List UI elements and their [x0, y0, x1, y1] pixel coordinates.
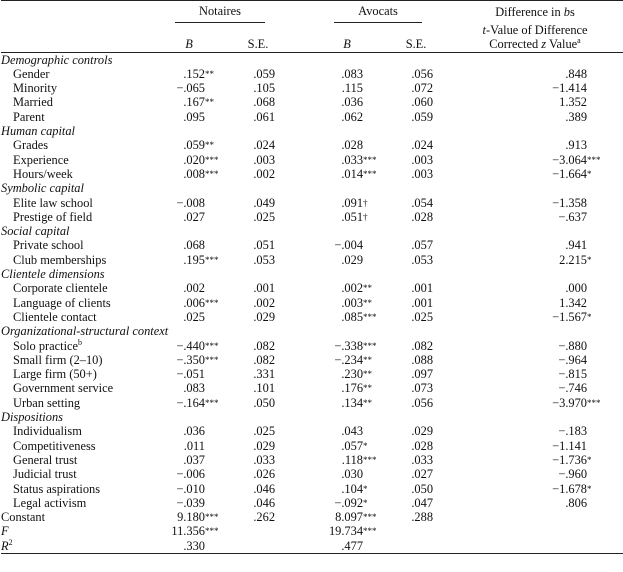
difference-cell: −1.358 — [552, 195, 588, 210]
notaires-b-cell: .011 — [183, 438, 205, 453]
notaires-se-cell: .001 — [253, 281, 276, 296]
avocats-se-cell: .097 — [411, 367, 434, 382]
variable-row — [1, 467, 623, 481]
avocats-b-cell: .051† — [309, 210, 385, 224]
difference-cell — [447, 539, 623, 554]
variable-label: Status aspirations — [13, 481, 101, 496]
variable-row — [1, 310, 623, 324]
significance-marker: *** — [205, 254, 219, 265]
avocats-b-cell: .002** — [309, 281, 385, 295]
notaires-se-cell: .002 — [253, 166, 276, 181]
difference-cell: −.960 — [558, 467, 588, 482]
variable-row — [1, 153, 623, 167]
significance-marker: ** — [363, 297, 373, 308]
notaires-se-cell: .082 — [253, 352, 276, 367]
variable-row — [1, 210, 623, 224]
table-body — [1, 52, 623, 553]
significance-marker: *** — [363, 526, 377, 537]
significance-marker: *** — [363, 168, 377, 179]
significance-marker: ** — [363, 283, 373, 294]
notaires-b-cell: .195*** — [151, 253, 227, 267]
notaires-se-cell: .061 — [253, 109, 276, 124]
avocats-se-cell: .003 — [411, 152, 434, 167]
variable-label: Small firm (2–10) — [13, 352, 103, 367]
notaires-b-cell: −.008 — [176, 195, 205, 210]
notaires-b-cell: .152** — [151, 67, 227, 81]
significance-marker: ** — [363, 369, 373, 380]
variable-label: $R^2$ — [1, 539, 151, 554]
avocats-se-cell: .056 — [411, 66, 434, 81]
notaires-se-cell: .025 — [253, 424, 276, 439]
notaires-se-cell: .024 — [253, 138, 276, 153]
notaires-se-cell — [227, 539, 289, 554]
notaires-b-cell: .008*** — [151, 167, 227, 181]
avocats-se-cell: .288 — [411, 510, 434, 525]
statistic-row — [1, 524, 623, 538]
section-heading: Organizational-structural context — [1, 324, 169, 339]
notaires-b-cell: −.039 — [176, 495, 205, 510]
notaires-b-cell: −.164*** — [151, 396, 227, 410]
notaires-b-cell: −.010 — [176, 481, 205, 496]
notaires-se-cell: .059 — [253, 66, 276, 81]
difference-header-line1: Difference in bs — [447, 1, 623, 24]
difference-cell: .806 — [565, 495, 588, 510]
avocats-se-cell: .072 — [411, 81, 434, 96]
notaires-se-cell: .050 — [253, 395, 276, 410]
section-heading: Human capital — [1, 124, 75, 139]
variable-row — [1, 367, 623, 381]
avocats-b-cell: .033*** — [309, 153, 385, 167]
notaires-se-cell: .082 — [253, 338, 276, 353]
notaires-b-cell: .059** — [151, 138, 227, 152]
notaires-b-cell: −.051 — [176, 367, 205, 382]
variable-row — [1, 138, 623, 152]
difference-cell: −.183 — [558, 424, 588, 439]
difference-cell: −.746 — [558, 381, 588, 396]
header-row-groups — [1, 1, 623, 24]
avocats-se-cell: .028 — [411, 438, 434, 453]
variable-label: F — [1, 524, 9, 539]
section-heading: Demographic controls — [1, 52, 113, 67]
variable-label: Corporate clientele — [13, 281, 108, 296]
avocats-b-cell: −.234** — [309, 353, 385, 367]
variable-label: Clientele contact — [13, 309, 97, 324]
notaires-b-cell: −.350*** — [151, 353, 227, 367]
avocats-se-cell: .050 — [411, 481, 434, 496]
difference-cell: −1.678* — [447, 482, 623, 496]
header-blank — [1, 1, 151, 24]
notaires-b-cell: .095 — [183, 109, 205, 124]
notaires-b-cell: .083 — [183, 381, 205, 396]
difference-cell: −3.970*** — [447, 396, 623, 410]
col-header-avocats-se: S.E. — [385, 37, 447, 52]
section-heading-row — [1, 124, 623, 138]
notaires-se-cell: .068 — [253, 95, 276, 110]
significance-marker: ** — [205, 140, 214, 151]
difference-cell: −.964 — [558, 352, 588, 367]
col-header-notaires-b: B — [151, 37, 227, 52]
notaires-b-cell: .002 — [183, 281, 205, 296]
avocats-se-cell: .047 — [411, 495, 434, 510]
notaires-b-cell: .020*** — [151, 153, 227, 167]
difference-cell: .389 — [565, 109, 588, 124]
avocats-se-cell: .088 — [411, 352, 434, 367]
avocats-b-cell: .118*** — [309, 453, 385, 467]
notaires-b-cell: .037 — [183, 452, 205, 467]
section-heading-row — [1, 324, 623, 338]
variable-label: Judicial trust — [13, 467, 77, 482]
variable-label: Constant — [1, 510, 46, 525]
difference-cell: .848 — [565, 66, 588, 81]
variable-label: Language of clients — [13, 295, 111, 310]
variable-row — [1, 81, 623, 95]
avocats-b-cell: .062 — [341, 109, 364, 124]
variable-label: Gender — [13, 66, 50, 81]
avocats-b-cell: .036 — [341, 95, 364, 110]
difference-cell: −3.064*** — [447, 153, 623, 167]
variable-row — [1, 453, 623, 467]
difference-cell: −1.414 — [552, 81, 588, 96]
significance-marker: *** — [587, 397, 601, 408]
variable-row — [1, 424, 623, 438]
significance-marker: ** — [205, 97, 214, 108]
avocats-b-cell: .477 — [309, 539, 385, 554]
significance-marker: ** — [363, 397, 373, 408]
difference-cell: .000 — [565, 281, 588, 296]
significance-marker: *** — [205, 354, 219, 365]
avocats-se-cell: .082 — [411, 338, 434, 353]
significance-marker: *** — [205, 397, 219, 408]
avocats-b-cell: −.004 — [334, 238, 364, 253]
avocats-b-cell: .134** — [309, 396, 385, 410]
avocats-b-cell: −.338*** — [309, 339, 385, 353]
notaires-b-cell: .006*** — [151, 296, 227, 310]
significance-marker: * — [587, 311, 592, 322]
variable-row — [1, 296, 623, 310]
significance-marker: * — [587, 254, 592, 265]
significance-marker: † — [363, 211, 368, 222]
variable-row — [1, 67, 623, 81]
section-heading: Symbolic capital — [1, 181, 84, 196]
section-heading: Social capital — [1, 224, 70, 239]
significance-marker: *** — [363, 454, 377, 465]
avocats-se-cell: .054 — [411, 195, 434, 210]
notaires-se-cell: .049 — [253, 195, 276, 210]
variable-label: Elite law school — [13, 195, 93, 210]
difference-cell: −1.664* — [447, 167, 623, 181]
notaires-b-cell: .068 — [183, 238, 205, 253]
avocats-se-cell: .024 — [411, 138, 434, 153]
variable-label: Parent — [13, 109, 45, 124]
avocats-se-cell: .027 — [411, 467, 434, 482]
notaires-se-cell: .101 — [253, 381, 276, 396]
notaires-b-cell: 9.180*** — [151, 510, 227, 524]
regression-table — [1, 0, 623, 554]
avocats-se-cell: .025 — [411, 309, 434, 324]
avocats-b-cell: .176** — [309, 381, 385, 395]
difference-cell: .913 — [565, 138, 588, 153]
avocats-se-cell: .029 — [411, 424, 434, 439]
header-row-subcols — [1, 37, 623, 52]
avocats-se-cell: .001 — [411, 281, 434, 296]
difference-cell: −.637 — [558, 209, 588, 224]
notaires-b-cell: .330 — [151, 539, 227, 554]
section-heading-row — [1, 181, 623, 195]
significance-marker: *** — [205, 512, 219, 523]
difference-header-line2: t-Value of Difference — [482, 23, 588, 38]
notaires-se-cell: .003 — [253, 152, 276, 167]
variable-label: Experience — [13, 152, 69, 167]
difference-cell: −1.736* — [447, 453, 623, 467]
variable-label: Large firm (50+) — [13, 367, 97, 382]
variable-label: Individualism — [13, 424, 82, 439]
notaires-b-cell: 11.356*** — [151, 524, 227, 538]
notaires-se-cell: .029 — [253, 438, 276, 453]
notaires-b-cell: .027 — [183, 209, 205, 224]
difference-cell: 1.352 — [559, 95, 588, 110]
variable-row — [1, 196, 623, 210]
notaires-b-cell: −.440*** — [151, 339, 227, 353]
significance-marker: * — [363, 483, 368, 494]
avocats-se-cell — [385, 539, 447, 554]
significance-marker: * — [363, 440, 368, 451]
significance-marker: * — [587, 454, 592, 465]
difference-cell: .941 — [565, 238, 588, 253]
avocats-se-cell: .057 — [411, 238, 434, 253]
difference-cell: −.880 — [558, 338, 588, 353]
significance-marker: *** — [363, 512, 377, 523]
avocats-b-cell: .091† — [309, 196, 385, 210]
difference-cell: −1.567* — [447, 310, 623, 324]
significance-marker: * — [363, 497, 368, 508]
significance-marker: *** — [587, 154, 601, 165]
significance-marker: ** — [363, 383, 373, 394]
significance-marker: * — [587, 483, 592, 494]
avocats-se-cell: .073 — [411, 381, 434, 396]
avocats-se-cell: .056 — [411, 395, 434, 410]
avocats-b-cell: −.092* — [309, 496, 385, 510]
section-heading-row — [1, 410, 623, 424]
notaires-se-cell: .002 — [253, 295, 276, 310]
avocats-b-cell: .057* — [309, 439, 385, 453]
avocats-b-cell: .085*** — [309, 310, 385, 324]
avocats-se-cell: .059 — [411, 109, 434, 124]
avocats-se-cell — [385, 524, 447, 538]
avocats-b-cell: .014*** — [309, 167, 385, 181]
variable-row — [1, 339, 623, 353]
notaires-se-cell: .029 — [253, 309, 276, 324]
group-header-notaires: Notaires — [151, 1, 289, 24]
notaires-b-cell: .036 — [183, 424, 205, 439]
difference-cell: −1.141 — [552, 438, 588, 453]
notaires-se-cell: .026 — [253, 467, 276, 482]
avocats-se-cell: .053 — [411, 252, 434, 267]
variable-label: Government service — [13, 381, 114, 396]
section-heading: Clientele dimensions — [1, 267, 105, 282]
notaires-b-cell: −.006 — [176, 467, 205, 482]
variable-label: Solo practice$^b$ — [13, 337, 83, 353]
difference-cell: −.815 — [558, 367, 588, 382]
significance-marker: *** — [205, 297, 219, 308]
notaires-b-cell: −.065 — [176, 81, 205, 96]
avocats-se-cell: .001 — [411, 295, 434, 310]
variable-row — [1, 381, 623, 395]
difference-cell: 1.342 — [559, 295, 588, 310]
avocats-b-cell: .030 — [341, 467, 364, 482]
variable-label: Minority — [13, 81, 58, 96]
significance-marker: ** — [205, 68, 214, 79]
variable-row — [1, 439, 623, 453]
variable-label: Club memberships — [13, 252, 107, 267]
notaires-se-cell: .025 — [253, 209, 276, 224]
avocats-b-cell: .115 — [341, 81, 364, 96]
notaires-b-cell: .025 — [183, 309, 205, 324]
section-heading-row — [1, 52, 623, 67]
notaires-b-cell: .167** — [151, 95, 227, 109]
significance-marker: *** — [363, 154, 377, 165]
statistic-row — [1, 510, 623, 524]
variable-row — [1, 253, 623, 267]
significance-marker: † — [363, 197, 368, 208]
variable-label: Legal activism — [13, 495, 87, 510]
variable-label: General trust — [13, 452, 78, 467]
avocats-b-cell: .043 — [341, 424, 364, 439]
avocats-se-cell: .060 — [411, 95, 434, 110]
notaires-se-cell: .046 — [253, 495, 276, 510]
notaires-se-cell: .105 — [253, 81, 276, 96]
avocats-se-cell: .028 — [411, 209, 434, 224]
avocats-b-cell: .230** — [309, 367, 385, 381]
statistic-row — [1, 539, 623, 554]
avocats-se-cell: .003 — [411, 166, 434, 181]
variable-row — [1, 238, 623, 252]
avocats-b-cell: 19.734*** — [309, 524, 385, 538]
significance-marker: ** — [363, 354, 373, 365]
difference-header-line3: Corrected z Value$^a$ — [447, 37, 623, 52]
section-heading-row — [1, 224, 623, 238]
difference-cell: 2.215* — [447, 253, 623, 267]
variable-row — [1, 396, 623, 410]
notaires-se-cell: .331 — [253, 367, 276, 382]
variable-row — [1, 482, 623, 496]
avocats-b-cell: .028 — [341, 138, 364, 153]
avocats-b-cell: .029 — [341, 252, 364, 267]
header-row-diff2 — [1, 23, 623, 37]
avocats-b-cell: .104* — [309, 482, 385, 496]
variable-row — [1, 281, 623, 295]
notaires-se-cell — [227, 524, 289, 538]
notaires-se-cell: .046 — [253, 481, 276, 496]
group-header-avocats: Avocats — [309, 1, 447, 24]
avocats-b-cell: .083 — [341, 66, 364, 81]
variable-label: Grades — [13, 138, 49, 153]
section-heading-row — [1, 267, 623, 281]
difference-cell — [447, 510, 623, 524]
avocats-b-cell: .003** — [309, 296, 385, 310]
variable-label: Hours/week — [13, 166, 73, 181]
variable-row — [1, 496, 623, 510]
significance-marker: *** — [363, 311, 377, 322]
avocats-b-cell: 8.097*** — [309, 510, 385, 524]
notaires-se-cell: .033 — [253, 452, 276, 467]
difference-cell — [447, 524, 623, 538]
section-heading: Dispositions — [1, 410, 63, 425]
notaires-se-cell: .262 — [253, 510, 276, 525]
significance-marker: *** — [205, 154, 219, 165]
col-header-notaires-se: S.E. — [227, 37, 289, 52]
variable-label: Married — [13, 95, 53, 110]
significance-marker: *** — [363, 340, 377, 351]
notaires-se-cell: .053 — [253, 252, 276, 267]
variable-row — [1, 353, 623, 367]
variable-row — [1, 95, 623, 109]
variable-label: Urban setting — [13, 395, 81, 410]
variable-label: Competitiveness — [13, 438, 96, 453]
variable-label: Private school — [13, 238, 84, 253]
variable-row — [1, 167, 623, 181]
significance-marker: *** — [205, 168, 219, 179]
avocats-se-cell: .033 — [411, 452, 434, 467]
variable-row — [1, 110, 623, 124]
col-header-avocats-b: B — [309, 37, 385, 52]
variable-label: Prestige of field — [13, 209, 93, 224]
significance-marker: * — [587, 168, 592, 179]
significance-marker: *** — [205, 526, 219, 537]
notaires-se-cell: .051 — [253, 238, 276, 253]
significance-marker: *** — [205, 340, 219, 351]
